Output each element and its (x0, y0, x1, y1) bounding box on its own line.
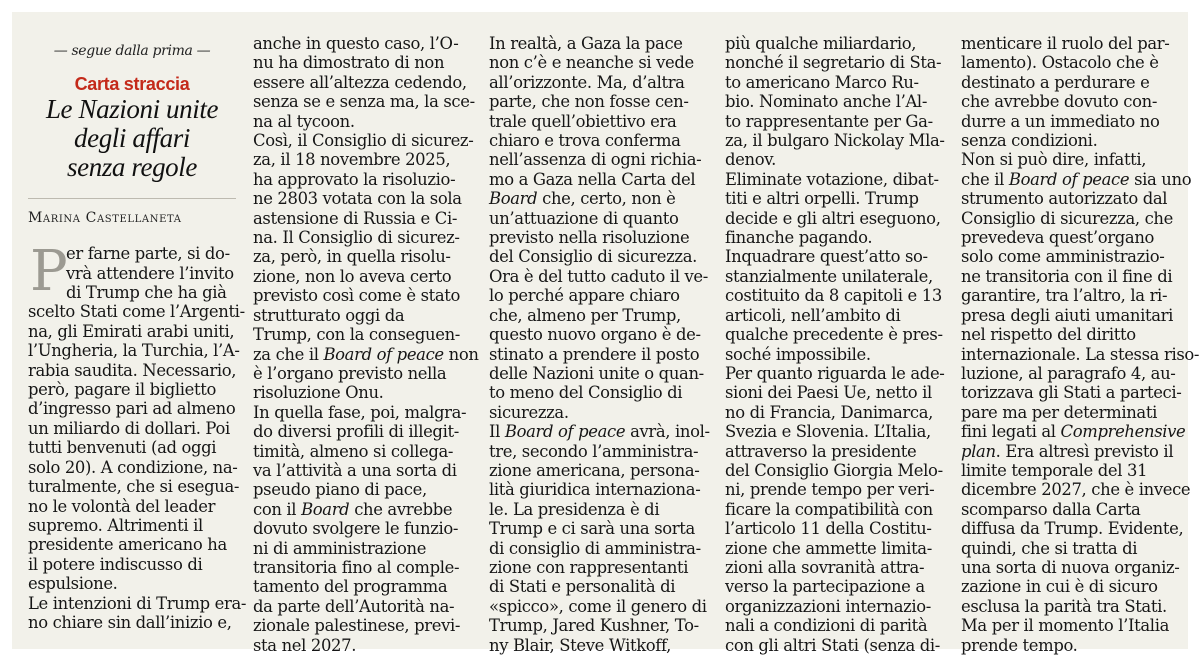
text-line: verso la partecipazione a (725, 577, 925, 597)
text-line: costituito da 8 capitoli e 13 (725, 286, 942, 306)
text-line: ne 2803 votata con la sola (253, 189, 462, 209)
text-line: una sorta di nuova organiz- (961, 557, 1180, 577)
text-line: to rappresentante per Ga- (725, 111, 933, 131)
text-line: er farne parte, si do- (66, 244, 230, 264)
text-line: bio. Nominato anche l’Al- (725, 92, 928, 112)
text-line: to americano Marco Ru- (725, 72, 919, 92)
text-line: che il Board of peace sia uno (961, 169, 1192, 189)
text-line: «spicco», come il genero di (489, 596, 707, 616)
text-line: qualche precedente è pres- (725, 325, 943, 345)
text-line: con gli altri Stati (senza di- (725, 635, 940, 655)
headline (28, 95, 236, 182)
text-line: sicurezza. (489, 402, 569, 422)
column-1 (28, 42, 247, 632)
text-line: Eliminate votazione, dibat- (725, 169, 939, 189)
headline-line: senza regole (67, 151, 197, 182)
text-line: nel rispetto del diritto (961, 325, 1136, 345)
text-line: quindi, che si tratta di (961, 538, 1138, 558)
text-line: ha approvato la risoluzio- (253, 169, 456, 189)
text-line: che avrebbe dovuto con- (961, 92, 1158, 112)
text-line: supremo. Altrimenti il (28, 515, 203, 535)
text-line: sioni dei Paesi Ue, netto il (725, 383, 932, 403)
text-line: articoli, nell’ambito di (725, 305, 901, 325)
text-line: previsto così come è stato (253, 286, 461, 306)
text-line: zazione in cui è di sicuro (961, 577, 1158, 597)
text-line: mo a Gaza nella Carta del (489, 169, 696, 189)
text-line: no chiare sin dall’inizio e, (28, 612, 232, 632)
text-line: Trump, con la conseguen- (253, 325, 460, 345)
column-4 (725, 34, 945, 655)
text-line: presidente americano ha (28, 535, 227, 555)
text-line: un miliardo di dollari. Poi (28, 418, 230, 438)
text-line: zione che ammette limita- (725, 538, 932, 558)
text-line: di consiglio di amministra- (489, 538, 701, 558)
text-line: In quella fase, poi, malgra- (253, 402, 467, 422)
text-line: Il Board of peace avrà, inol- (489, 422, 710, 442)
text-line: fini legati al Comprehensive (961, 422, 1186, 442)
column-5 (961, 34, 1200, 655)
text-line: timità, almeno si collega- (253, 441, 454, 461)
text-line: zione americana, persona- (489, 460, 700, 480)
text-line: il potere indiscusso di (28, 554, 203, 574)
text-line: Non si può dire, infatti, (961, 150, 1147, 170)
text-line: do diversi profili di illegit- (253, 422, 459, 442)
kicker: Carta straccia (74, 74, 190, 95)
text-line: solo come amministrazio- (961, 247, 1165, 267)
text-line: questo nuovo organo è de- (489, 325, 701, 345)
text-line: garantire, tra l’altro, la ri- (961, 286, 1168, 306)
text-line: soché impossibile. (725, 344, 871, 364)
text-line: finanche pagando. (725, 228, 873, 248)
text-line: stinato a prendere il posto (489, 344, 700, 364)
text-line: risoluzione Onu. (253, 383, 384, 403)
text-line: che, almeno per Trump, (489, 305, 681, 325)
text-line: anche in questo caso, l’O- (253, 34, 459, 53)
column-2 (253, 34, 479, 655)
text-line: na. Il Consiglio di sicurez- (253, 228, 460, 248)
text-line: pseudo piano di pace, (253, 480, 427, 500)
text-line: con il Board che avrebbe (253, 499, 453, 519)
text-line: limite temporale del 31 (961, 460, 1148, 480)
text-line: Ora è del tutto caduto il ve- (489, 266, 708, 286)
text-line: durre a un immediato no (961, 111, 1160, 131)
text-line: zione, non lo aveva certo (253, 266, 452, 286)
text-line: za che il Board of peace non (253, 344, 479, 364)
text-line: denov. (725, 150, 777, 170)
text-line: del Consiglio di sicurezza. (489, 247, 697, 267)
text-line: prende tempo. (961, 635, 1078, 655)
article-body-start (28, 239, 247, 632)
text-line: le. La presidenza è di (489, 499, 660, 519)
text-line: attraverso la presidente (725, 441, 917, 461)
text-line: lità giuridica internaziona- (489, 480, 701, 500)
byline: Marina Castellaneta (28, 209, 182, 226)
text-line: Svezia e Slovenia. L’Italia, (725, 422, 931, 442)
text-line: Consiglio di sicurezza, che (961, 208, 1173, 228)
text-line: lamento). Ostacolo che è (961, 53, 1159, 73)
text-line: zione con rappresentanti (489, 557, 689, 577)
text-line: za, il bulgaro Nickolay Mla- (725, 131, 945, 151)
text-line: internazionale. La stessa riso- (961, 344, 1200, 364)
text-line: menticare il ruolo del par- (961, 34, 1170, 53)
text-line: Trump e ci sarà una sorta (489, 519, 695, 539)
continuation-note: — segue dalla prima — (53, 43, 211, 59)
text-line: no di Francia, Danimarca, (725, 402, 934, 422)
text-line: titi e altri orpelli. Trump (725, 189, 919, 209)
text-line: pare ma per determinati (961, 402, 1157, 422)
headline-line: Le Nazioni unite (45, 93, 219, 124)
text-line: diffusa da Trump. Evidente, (961, 519, 1184, 539)
text-line: zioni alla sovranità attra- (725, 557, 925, 577)
text-line: presa degli aiuti umanitari (961, 305, 1174, 325)
text-line: stanzialmente unilaterale, (725, 266, 933, 286)
text-line: ne transitoria con il fine di (961, 266, 1173, 286)
text-line: da parte dell’Autorità na- (253, 596, 455, 616)
text-line: lo perché appare chiaro (489, 286, 680, 306)
text-line: destinato a perdurare e (961, 72, 1150, 92)
headline-line: degli affari (74, 122, 190, 153)
text-line: non c’è e neanche si vede (489, 53, 694, 73)
text-line: sta nel 2027. (253, 635, 357, 655)
text-line: di Stati e personalità di (489, 577, 676, 597)
text-line: scomparso dalla Carta (961, 499, 1141, 519)
text-line: za, però, in quella risolu- (253, 247, 451, 267)
text-line: all’orizzonte. Ma, d’altra (489, 72, 685, 92)
text-line: scelto Stati come l’Argenti- (28, 302, 245, 322)
text-line: torizzava gli Stati a parteci- (961, 383, 1182, 403)
text-line: ny Blair, Steve Witkoff, (489, 635, 672, 655)
text-line: nell’assenza di ogni richia- (489, 150, 702, 170)
text-line: un’attuazione di quanto (489, 208, 679, 228)
text-line: Così, il Consiglio di sicurez- (253, 131, 474, 151)
text-line: del Consiglio Giorgia Melo- (725, 460, 943, 480)
text-line: l’articolo 11 della Costitu- (725, 519, 932, 539)
text-line: na, gli Emirati arabi uniti, (28, 321, 235, 341)
text-line: essere all’altezza cedendo, (253, 72, 467, 92)
text-line: organizzazioni internazio- (725, 596, 931, 616)
newspaper-page (12, 12, 1200, 655)
text-line: Ma per il momento l’Italia (961, 616, 1170, 636)
text-line: turalmente, che si esegua- (28, 477, 240, 497)
drop-cap: P (30, 239, 68, 305)
text-line: dovuto svolgere le funzio- (253, 519, 459, 539)
text-line: però, pagare il biglietto (28, 380, 216, 400)
text-line: no le volontà del leader (28, 496, 216, 516)
text-line: va l’attività a una sorta di (253, 460, 457, 480)
text-line: è l’organo previsto nella (253, 363, 447, 383)
text-line: za, il 18 novembre 2025, (253, 150, 451, 170)
text-line: vrà attendere l’invito (66, 263, 234, 283)
text-line: rabia saudita. Necessario, (28, 360, 237, 380)
text-line: senza se e senza ma, la sce- (253, 92, 475, 112)
text-line: tutti benvenuti (ad oggi (28, 438, 217, 458)
text-line: tamento del programma (253, 577, 448, 597)
text-line: plan. Era altresì previsto il (961, 441, 1174, 461)
text-line: decide e gli altri eseguono, (725, 208, 941, 228)
text-line: strumento autorizzato dal (961, 189, 1168, 209)
text-line: nonché il segretario di Sta- (725, 53, 942, 73)
text-line: Board che, certo, non è (489, 189, 676, 209)
text-line: zionale palestinese, previ- (253, 616, 461, 636)
text-line: previsto nella risoluzione (489, 228, 690, 248)
text-line: parte, che non fosse cen- (489, 92, 689, 112)
text-line: ni di amministrazione (253, 538, 427, 558)
text-line: ni, prende tempo per veri- (725, 480, 935, 500)
text-line: prevedeva quest’organo (961, 228, 1155, 248)
text-line: senza condizioni. (961, 131, 1098, 151)
text-line: dicembre 2027, che è invece (961, 480, 1191, 500)
text-line: più qualche miliardario, (725, 34, 917, 53)
text-line: ficare la compatibilità con (725, 499, 933, 519)
divider (28, 198, 236, 199)
text-line: di Trump che ha già (66, 283, 227, 303)
text-line: tre, secondo l’amministra- (489, 441, 699, 461)
text-line: nu ha dimostrato di non (253, 53, 445, 73)
text-line: Per quanto riguarda le ade- (725, 363, 945, 383)
text-line: strutturato oggi da (253, 305, 405, 325)
text-line: In realtà, a Gaza la pace (489, 34, 683, 53)
text-line: trale quell’obiettivo era (489, 111, 677, 131)
text-line: Trump, Jared Kushner, To- (489, 616, 699, 636)
text-line: delle Nazioni unite o quan- (489, 363, 704, 383)
text-line: l’Ungheria, la Turchia, l’A- (28, 341, 240, 361)
text-line: esclusa la parità tra Stati. (961, 596, 1167, 616)
text-line: espulsione. (28, 574, 118, 594)
text-line: Le intenzioni di Trump era- (28, 593, 247, 613)
text-line: Inquadrare quest’atto so- (725, 247, 928, 267)
text-line: nali a condizioni di parità (725, 616, 928, 636)
text-line: solo 20). A condizione, na- (28, 457, 238, 477)
text-line: transitoria fino al comple- (253, 557, 460, 577)
text-line: to meno del Consiglio di (489, 383, 683, 403)
text-line: d’ingresso pari ad almeno (28, 399, 236, 419)
text-line: chiaro e trova conferma (489, 131, 681, 151)
text-line: astensione di Russia e Ci- (253, 208, 458, 228)
column-3 (489, 34, 710, 655)
text-line: na al tycoon. (253, 111, 355, 131)
text-line: luzione, al paragrafo 4, au- (961, 363, 1176, 383)
